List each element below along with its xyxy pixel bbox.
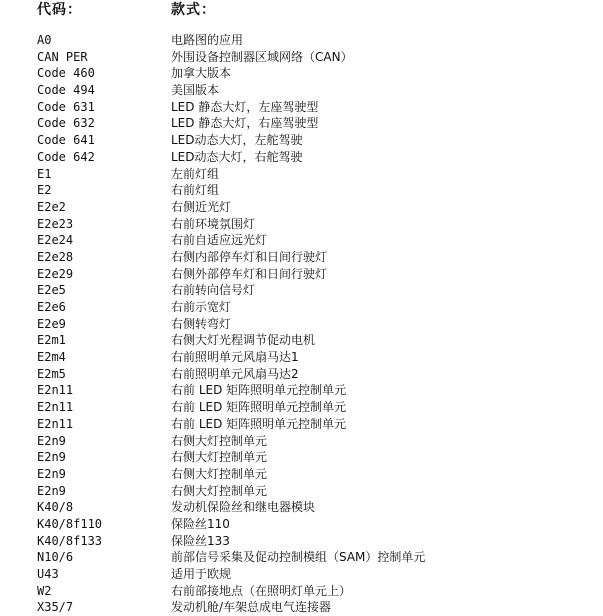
- table-row: [0, 132, 603, 149]
- component-code: E2e2: [37, 199, 66, 214]
- component-description: 保险丝110: [171, 516, 230, 531]
- table-row: [0, 349, 603, 366]
- component-code: E2n9: [37, 466, 66, 481]
- component-description: 右前自适应远光灯: [171, 233, 268, 248]
- table-row: [0, 182, 603, 199]
- table-row: [0, 483, 603, 500]
- variant-column-header: 款式：: [171, 2, 216, 18]
- component-description: 前部信号采集及促动控制模组（SAM）控制单元: [171, 550, 426, 565]
- component-code: Code 494: [37, 83, 95, 98]
- component-code: K40/8: [37, 500, 74, 515]
- table-header: [0, 0, 603, 22]
- component-code: E2m5: [37, 366, 66, 381]
- component-code: Code 460: [37, 66, 95, 81]
- component-description: 适用于欧规: [171, 567, 232, 581]
- component-description: 右侧近光灯: [171, 199, 232, 214]
- component-description: 左前灯组: [171, 166, 220, 181]
- table-row: [0, 266, 603, 283]
- table-row: [0, 449, 603, 466]
- table-row: [0, 232, 603, 249]
- component-description: 保险丝133: [171, 533, 230, 548]
- table-row: [0, 366, 603, 383]
- component-code: E2e23: [37, 216, 74, 231]
- table-row: [0, 99, 603, 116]
- component-code: E2n9: [37, 450, 66, 465]
- table-row: [0, 382, 603, 399]
- code-column-header: 代码：: [37, 2, 82, 18]
- component-code: CAN PER: [37, 49, 88, 64]
- component-description: 右侧大灯光程调节促动电机: [171, 333, 316, 348]
- component-description: 右前 LED 矩阵照明单元控制单元: [171, 416, 347, 431]
- component-code: E2e24: [37, 233, 74, 248]
- component-description: 发动机舱/车架总成电气连接器: [171, 600, 332, 615]
- table-row: [0, 282, 603, 299]
- component-description: 右前 LED 矩阵照明单元控制单元: [171, 383, 347, 398]
- component-code: E2e9: [37, 316, 66, 331]
- component-code: E2n9: [37, 433, 66, 448]
- table-row: [0, 499, 603, 516]
- component-code: E2n11: [37, 383, 74, 398]
- component-description: 加拿大版本: [171, 66, 232, 81]
- table-row: [0, 65, 603, 82]
- component-code: E2e28: [37, 249, 74, 264]
- code-list: [0, 32, 603, 616]
- table-row: [0, 49, 603, 66]
- table-row: [0, 249, 603, 266]
- component-code: E2: [37, 183, 52, 198]
- component-description: 右前示宽灯: [171, 300, 232, 314]
- table-row: [0, 332, 603, 349]
- table-row: [0, 199, 603, 216]
- table-row: [0, 433, 603, 450]
- component-code: A0: [37, 33, 52, 47]
- table-row: [0, 149, 603, 166]
- component-code: K40/8f133: [37, 533, 103, 548]
- component-code: E2e5: [37, 283, 66, 298]
- table-row: [0, 516, 603, 533]
- component-code: W2: [37, 583, 52, 598]
- component-description: 右侧转弯灯: [171, 316, 232, 331]
- table-row: [0, 599, 603, 616]
- table-row: [0, 166, 603, 183]
- component-code: Code 641: [37, 133, 95, 148]
- component-code: Code 631: [37, 99, 95, 114]
- component-description: 右前部接地点（在照明灯单元上）: [171, 583, 352, 598]
- table-row: [0, 583, 603, 600]
- component-description: 右前转向信号灯: [171, 283, 256, 298]
- component-description: 右侧大灯控制单元: [171, 433, 268, 448]
- component-description: LED动态大灯，右舵驾驶: [171, 149, 303, 164]
- table-row: [0, 82, 603, 99]
- component-description: LED 静态大灯，右座驾驶型: [171, 116, 319, 131]
- component-code: U43: [37, 567, 59, 581]
- component-code: E2m1: [37, 333, 66, 348]
- component-code: E2e29: [37, 266, 74, 281]
- component-code: E2e6: [37, 300, 66, 314]
- component-code: Code 642: [37, 149, 95, 164]
- component-description: 右侧大灯控制单元: [171, 466, 268, 481]
- component-code: E2n11: [37, 416, 74, 431]
- component-description: LED 静态大灯，左座驾驶型: [171, 99, 319, 114]
- table-row: [0, 316, 603, 333]
- component-code: K40/8f110: [37, 516, 103, 531]
- table-row: [0, 399, 603, 416]
- component-description: 右侧内部停车灯和日间行驶灯: [171, 249, 328, 264]
- table-row: [0, 466, 603, 483]
- component-description: 右前灯组: [171, 183, 220, 198]
- component-description: 右侧大灯控制单元: [171, 450, 268, 465]
- table-row: [0, 566, 603, 583]
- component-description: 右侧外部停车灯和日间行驶灯: [171, 266, 328, 281]
- component-code: X35/7: [37, 600, 74, 615]
- component-description: 发动机保险丝和继电器模块: [171, 500, 316, 515]
- component-code: E2n9: [37, 483, 66, 498]
- component-description: 外围设备控制器区域网络（CAN）: [171, 49, 353, 64]
- table-row: [0, 216, 603, 233]
- table-row: [0, 115, 603, 132]
- component-description: 右前环境氛围灯: [171, 216, 256, 231]
- component-description: 右前照明单元风扇马达1: [171, 350, 299, 365]
- table-row: [0, 32, 603, 49]
- component-code: N10/6: [37, 550, 74, 565]
- table-row: [0, 299, 603, 316]
- component-code: E2n11: [37, 400, 74, 415]
- table-row: [0, 416, 603, 433]
- component-code: E1: [37, 166, 52, 181]
- component-description: 美国版本: [171, 83, 220, 98]
- component-code: Code 632: [37, 116, 95, 131]
- table-row: [0, 549, 603, 566]
- component-code: E2m4: [37, 350, 66, 365]
- component-description: 右前 LED 矩阵照明单元控制单元: [171, 400, 347, 415]
- component-description: LED动态大灯，左舵驾驶: [171, 133, 303, 148]
- component-description: 右前照明单元风扇马达2: [171, 366, 299, 381]
- component-description: 右侧大灯控制单元: [171, 483, 268, 498]
- table-row: [0, 533, 603, 550]
- component-description: 电路图的应用: [171, 33, 244, 47]
